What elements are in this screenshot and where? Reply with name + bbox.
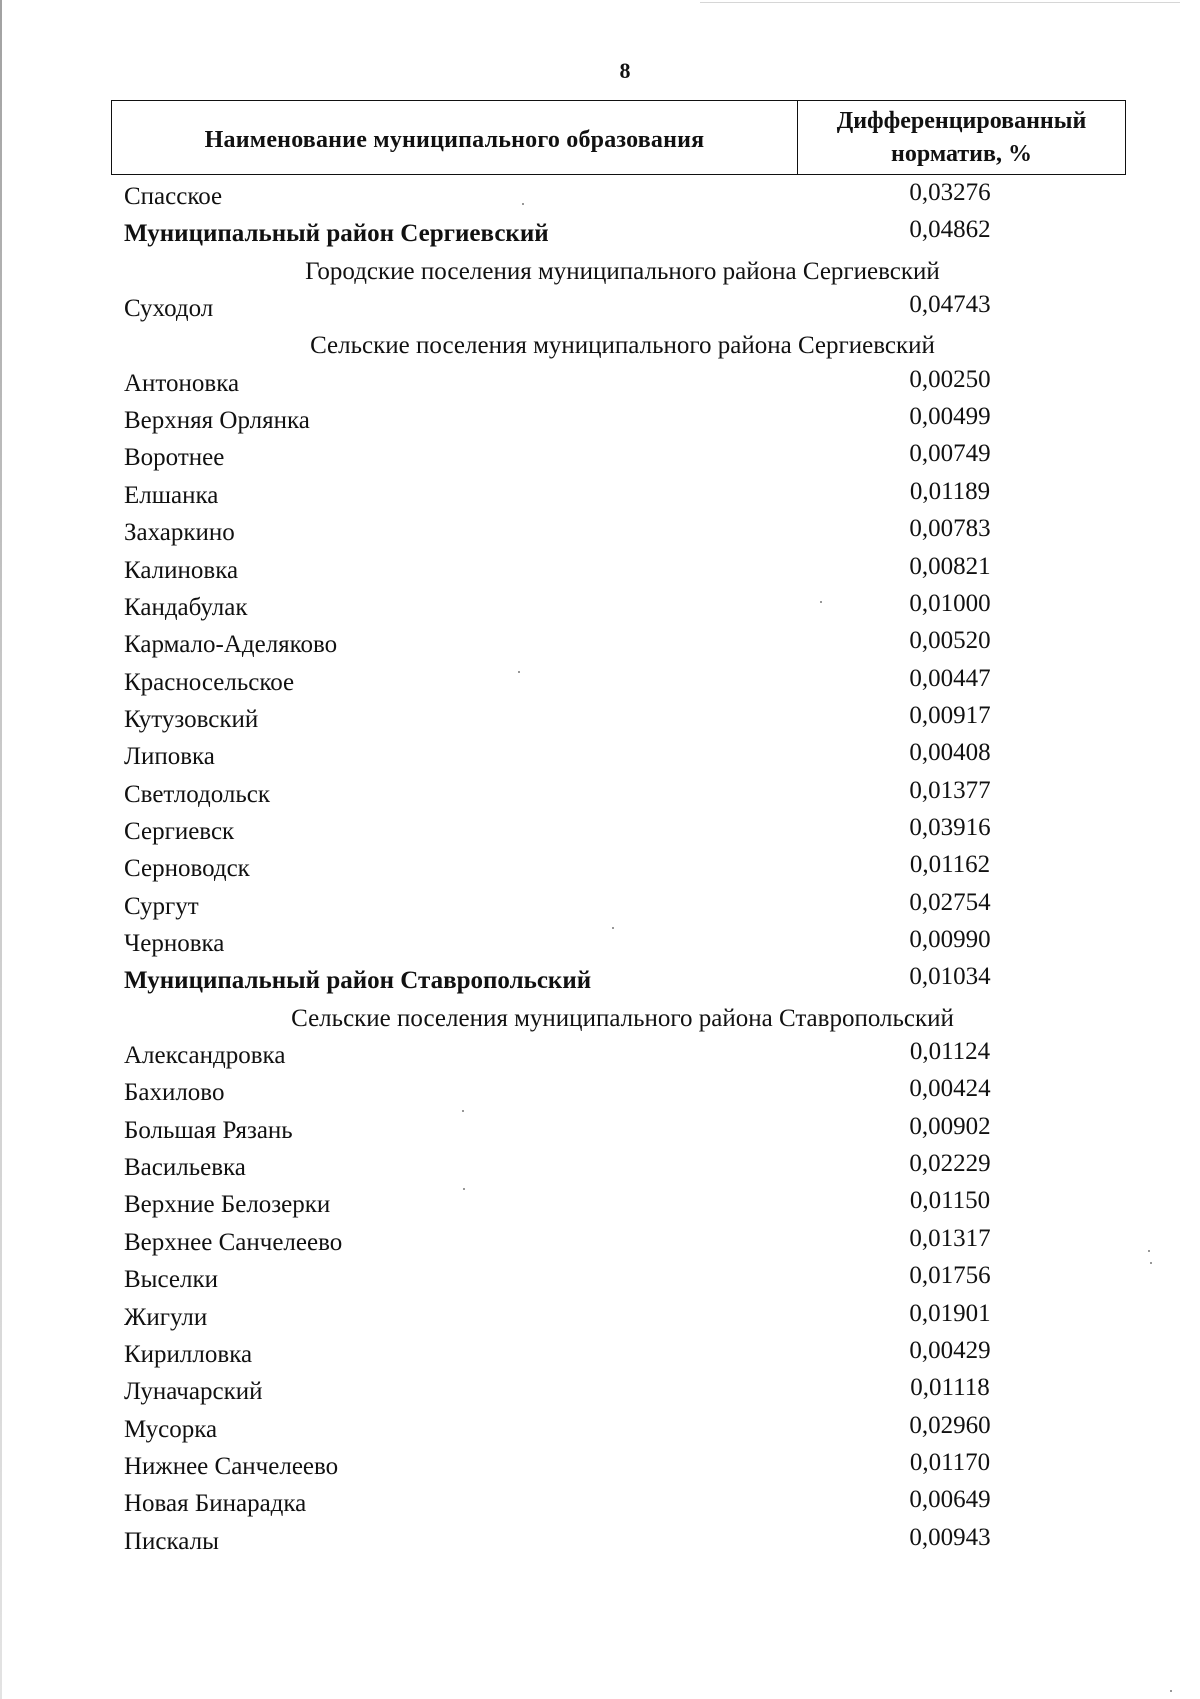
section-heading: Городские поселения муниципального района Сергиевский [305, 258, 940, 285]
table-row [0, 1149, 1200, 1186]
table-row [0, 1485, 1200, 1522]
normative-value: 0,01170 [909, 1449, 991, 1476]
normative-value: 0,00783 [909, 515, 991, 542]
municipality-name: Нижнее Санчелеево [124, 1453, 339, 1480]
municipality-name: Большая Рязань [124, 1117, 293, 1144]
table-row [0, 813, 1200, 850]
table-row [0, 439, 1200, 476]
normative-value: 0,01901 [909, 1300, 991, 1327]
header-value-column [798, 101, 1125, 174]
normative-value: 0,00990 [909, 926, 991, 953]
normative-value: 0,00649 [909, 1486, 991, 1513]
municipality-name: Воротнее [124, 444, 225, 471]
normative-value: 0,02229 [909, 1150, 991, 1177]
table-row [0, 776, 1200, 813]
municipality-name: Мусорка [124, 1416, 218, 1443]
table-row [0, 1299, 1200, 1336]
table-row [0, 589, 1200, 626]
normative-value: 0,01189 [909, 478, 991, 505]
table-row [0, 477, 1200, 514]
normative-value: 0,00250 [909, 366, 991, 393]
page-number: 8 [619, 58, 631, 83]
normative-value: 0,01317 [909, 1225, 991, 1252]
normative-value: 0,01162 [909, 851, 991, 878]
municipality-name: Сургут [124, 893, 199, 920]
normative-value: 0,00520 [909, 627, 991, 654]
scan-speck [518, 671, 520, 673]
table-row [0, 1373, 1200, 1410]
municipality-name: Серноводск [124, 855, 250, 882]
municipality-name: Захаркино [124, 519, 235, 546]
table-header [111, 100, 1126, 175]
normative-value: 0,01118 [910, 1374, 990, 1401]
table-row [0, 1261, 1200, 1298]
municipality-name: Калиновка [124, 557, 239, 584]
table-row [0, 1224, 1200, 1261]
scan-speck [612, 927, 614, 929]
scan-speck [1150, 1262, 1152, 1264]
normative-value: 0,01124 [909, 1038, 991, 1065]
normative-value: 0,00943 [909, 1524, 991, 1551]
table-row [0, 1336, 1200, 1373]
normative-value: 0,04862 [909, 216, 991, 243]
table-row [0, 1411, 1200, 1448]
municipality-name: Сергиевск [124, 818, 235, 845]
table-row [0, 626, 1200, 663]
normative-value: 0,02754 [909, 889, 991, 916]
municipality-name: Бахилово [124, 1079, 225, 1106]
section-heading-row [0, 253, 1200, 290]
normative-value: 0,00424 [909, 1075, 991, 1102]
district-row [0, 215, 1200, 252]
municipality-name: Антоновка [124, 370, 240, 397]
table-row [0, 850, 1200, 887]
table-row [0, 290, 1200, 327]
municipality-name: Черновка [124, 930, 225, 957]
municipality-name: Суходол [124, 295, 214, 322]
normative-value: 0,01150 [909, 1187, 991, 1214]
table-row [0, 1112, 1200, 1149]
municipality-name: Верхняя Орлянка [124, 407, 310, 434]
normative-value: 0,00429 [909, 1337, 991, 1364]
scan-speck [1148, 1250, 1150, 1252]
district-name: Муниципальный район Ставропольский [124, 967, 592, 994]
table-row [0, 178, 1200, 215]
normative-value: 0,04743 [909, 291, 991, 318]
normative-value: 0,00902 [909, 1113, 991, 1140]
header-value-line2: норматив, % [891, 140, 1032, 167]
scan-speck [462, 1110, 464, 1112]
municipality-name: Александровка [124, 1042, 286, 1069]
municipality-name: Васильевка [124, 1154, 246, 1181]
municipality-name: Красносельское [124, 669, 295, 696]
normative-value: 0,01000 [909, 590, 991, 617]
municipality-name: Кирилловка [124, 1341, 253, 1368]
table-row [0, 664, 1200, 701]
normative-value: 0,00749 [909, 440, 991, 467]
section-heading-row [0, 1000, 1200, 1037]
table-row [0, 1523, 1200, 1560]
municipality-name: Кармало-Аделяково [124, 631, 338, 658]
normative-value: 0,03916 [909, 814, 991, 841]
header-name-column: Наименование муниципального образования [112, 101, 798, 174]
normative-value: 0,00917 [909, 702, 991, 729]
table-row [0, 1186, 1200, 1223]
section-heading: Сельские поселения муниципального района Ставропольский [291, 1005, 954, 1032]
table-row [0, 365, 1200, 402]
scan-edge-top [700, 2, 1180, 3]
municipality-name: Луначарский [124, 1378, 263, 1405]
municipality-name: Липовка [124, 743, 215, 770]
table-row [0, 738, 1200, 775]
table-row [0, 701, 1200, 738]
table-row [0, 552, 1200, 589]
municipality-name: Кутузовский [124, 706, 259, 733]
table-row [0, 1037, 1200, 1074]
scan-speck [522, 203, 524, 205]
section-heading-row [0, 327, 1200, 364]
table-row [0, 1074, 1200, 1111]
municipality-name: Елшанка [124, 482, 219, 509]
normative-value: 0,03276 [909, 179, 991, 206]
normative-value: 0,02960 [909, 1412, 991, 1439]
municipality-name: Новая Бинарадка [124, 1490, 307, 1517]
scan-speck [1170, 1690, 1172, 1692]
municipality-name: Светлодольск [124, 781, 270, 808]
municipality-name: Верхние Белозерки [124, 1191, 331, 1218]
municipality-name: Спасское [124, 183, 223, 210]
scan-speck [820, 601, 822, 603]
district-name: Муниципальный район Сергиевский [124, 220, 549, 247]
normative-value: 0,00499 [909, 403, 991, 430]
municipality-name: Верхнее Санчелеево [124, 1229, 343, 1256]
table-row [0, 1448, 1200, 1485]
municipality-name: Жигули [124, 1304, 208, 1331]
scan-speck [463, 1188, 465, 1190]
header-value-line1: Дифференцированный [836, 107, 1087, 134]
table-row [0, 925, 1200, 962]
normative-value: 0,00408 [909, 739, 991, 766]
normative-value: 0,01034 [909, 963, 991, 990]
table-row [0, 888, 1200, 925]
table-row [0, 514, 1200, 551]
normative-value: 0,00821 [909, 553, 991, 580]
normative-value: 0,01756 [909, 1262, 991, 1289]
normative-value: 0,00447 [909, 665, 991, 692]
table-row [0, 402, 1200, 439]
municipality-name: Выселки [124, 1266, 218, 1293]
municipality-name: Пискалы [124, 1528, 219, 1555]
municipality-name: Кандабулак [124, 594, 248, 621]
normative-value: 0,01377 [909, 777, 991, 804]
district-row [0, 962, 1200, 999]
section-heading: Сельские поселения муниципального района Сергиевский [310, 332, 935, 359]
